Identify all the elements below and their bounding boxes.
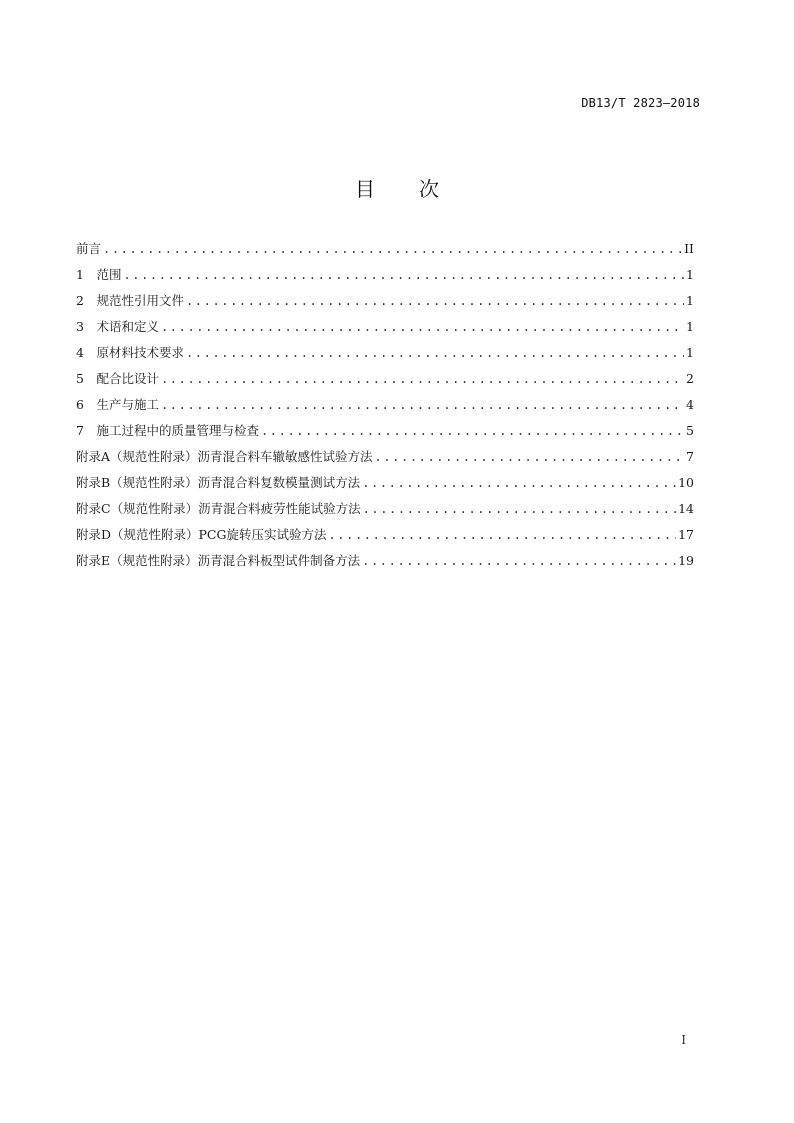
- toc-leader-dots: [261, 421, 684, 441]
- toc-entry-label: 4 原材料技术要求: [76, 345, 184, 360]
- page-number: I: [681, 1033, 686, 1047]
- page-title: 目次: [355, 177, 483, 201]
- toc-entry-foreword[interactable]: [76, 239, 694, 265]
- toc-entry-label: 附录B（规范性附录）沥青混合料复数模量测试方法: [76, 475, 361, 490]
- toc-entry-quality-management[interactable]: [76, 421, 694, 447]
- toc-entry-page: 4: [686, 397, 694, 412]
- toc-entry-appendix-e[interactable]: [76, 551, 694, 577]
- toc-entry-page: 2: [686, 371, 694, 386]
- toc-entry-terms-definitions[interactable]: [76, 317, 694, 343]
- toc-entry-label: 3 术语和定义: [76, 319, 159, 334]
- document-code: DB13/T 2823—2018: [581, 96, 700, 110]
- toc-entry-page: 14: [678, 501, 694, 516]
- table-of-contents: [76, 239, 694, 577]
- toc-entry-page: 1: [686, 293, 694, 308]
- toc-entry-page: 19: [678, 553, 694, 568]
- toc-entry-appendix-c[interactable]: [76, 499, 694, 525]
- toc-leader-dots: [362, 473, 676, 493]
- toc-entry-label: 前言: [76, 241, 102, 256]
- toc-entry-page: 1: [686, 319, 694, 334]
- toc-entry-production-construction[interactable]: [76, 395, 694, 421]
- toc-leader-dots: [186, 291, 684, 311]
- toc-entry-page: II: [684, 241, 694, 256]
- toc-entry-page: 1: [686, 267, 694, 282]
- toc-leader-dots: [161, 395, 684, 415]
- toc-entry-page: 10: [678, 475, 694, 490]
- toc-entry-label: 1 范围: [76, 267, 122, 282]
- toc-entry-label: 5 配合比设计: [76, 371, 159, 386]
- toc-entry-label: 附录D（规范性附录）PCG旋转压实试验方法: [76, 527, 327, 542]
- toc-leader-dots: [161, 369, 684, 389]
- toc-entry-appendix-b[interactable]: [76, 473, 694, 499]
- toc-leader-dots: [161, 317, 684, 337]
- toc-entry-page: 1: [686, 345, 694, 360]
- toc-entry-appendix-d[interactable]: [76, 525, 694, 551]
- toc-entry-page: 7: [686, 449, 694, 464]
- toc-entry-page: 17: [678, 527, 694, 542]
- toc-leader-dots: [363, 499, 677, 519]
- toc-leader-dots: [362, 551, 676, 571]
- toc-entry-label: 附录C（规范性附录）沥青混合料疲劳性能试验方法: [76, 501, 361, 516]
- toc-leader-dots: [328, 525, 676, 545]
- toc-entry-label: 附录A（规范性附录）沥青混合料车辙敏感性试验方法: [76, 449, 373, 464]
- toc-entry-scope[interactable]: [76, 265, 694, 291]
- toc-entry-label: 7 施工过程中的质量管理与检查: [76, 423, 259, 438]
- toc-entry-appendix-a[interactable]: [76, 447, 694, 473]
- toc-entry-label: 附录E（规范性附录）沥青混合料板型试件制备方法: [76, 553, 361, 568]
- toc-entry-page: 5: [686, 423, 694, 438]
- toc-entry-material-requirements[interactable]: [76, 343, 694, 369]
- toc-leader-dots: [103, 239, 682, 259]
- toc-leader-dots: [375, 447, 684, 467]
- toc-entry-mix-design[interactable]: [76, 369, 694, 395]
- toc-entry-label: 2 规范性引用文件: [76, 293, 184, 308]
- toc-entry-label: 6 生产与施工: [76, 397, 159, 412]
- toc-entry-normative-references[interactable]: [76, 291, 694, 317]
- toc-leader-dots: [186, 343, 684, 363]
- toc-leader-dots: [123, 265, 684, 285]
